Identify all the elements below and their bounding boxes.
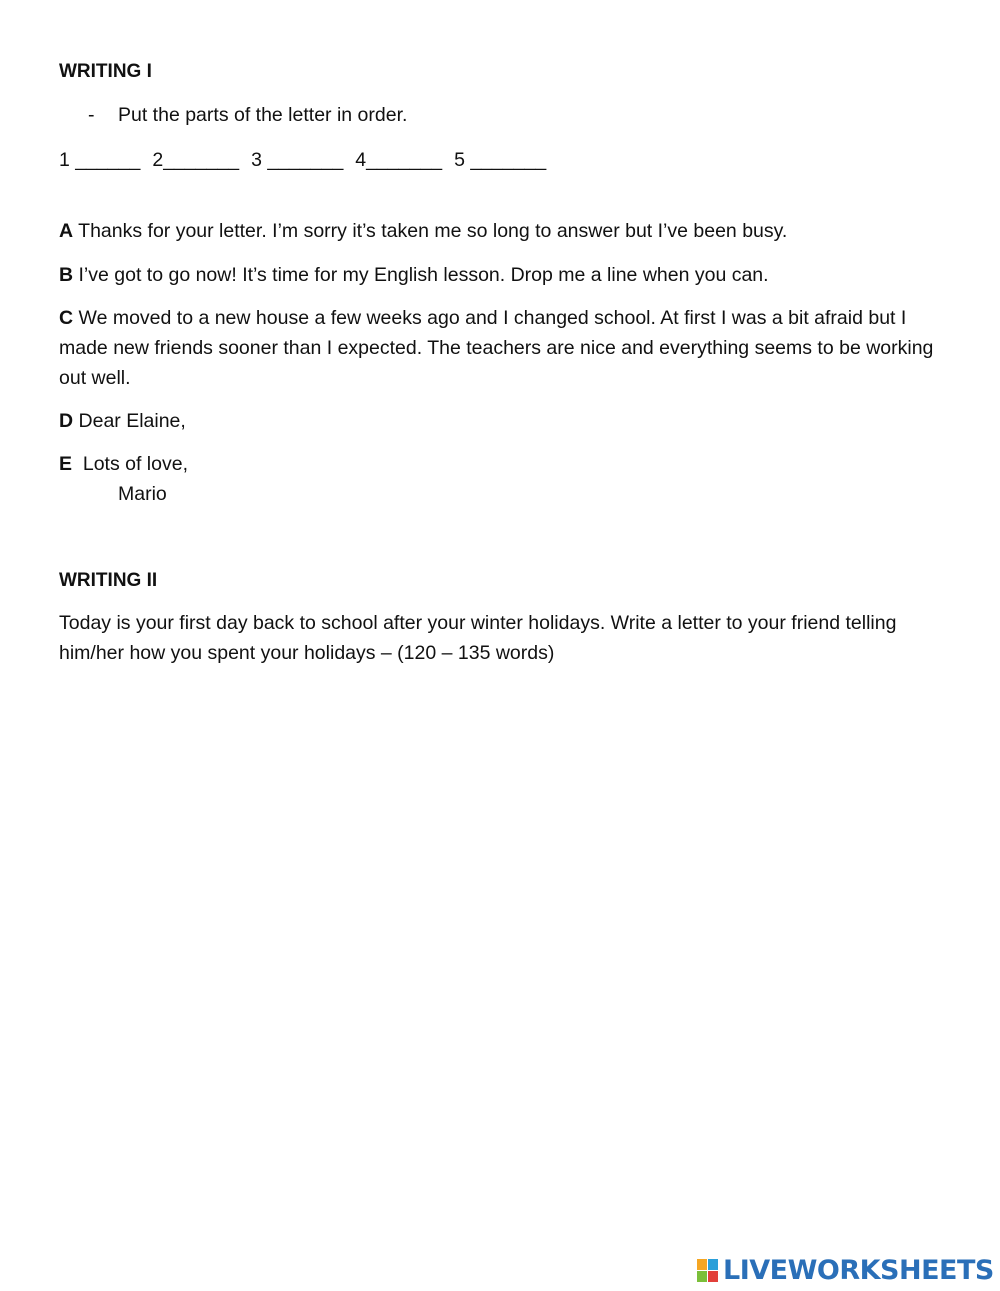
answer-blank-2[interactable]: 2_______ xyxy=(152,149,240,171)
answer-blanks xyxy=(59,145,546,175)
part-text: Lots of love, xyxy=(72,453,188,475)
liveworksheets-logo-icon xyxy=(697,1259,719,1283)
part-letter: E xyxy=(59,453,73,475)
answer-blank-4[interactable]: 4_______ xyxy=(355,149,443,171)
writing-1-heading: WRITING I xyxy=(59,61,152,82)
signature: Mario xyxy=(118,483,167,505)
letter-part-c xyxy=(59,303,939,393)
instruction-text: Put the parts of the letter in order. xyxy=(118,104,408,126)
answer-blank-3[interactable]: 3 _______ xyxy=(251,149,344,171)
part-text: Dear Elaine, xyxy=(73,410,186,432)
answer-blank-5[interactable]: 5 _______ xyxy=(454,149,547,171)
letter-part-e xyxy=(59,449,949,479)
liveworksheets-logo-text: LIVEWORKSHEETS xyxy=(723,1255,994,1286)
letter-part-a xyxy=(59,216,949,246)
part-letter: C xyxy=(59,307,74,329)
answer-blank-1[interactable]: 1 ______ xyxy=(59,149,141,171)
writing-2-heading: WRITING II xyxy=(59,570,158,591)
part-text: I’ve got to go now! It’s time for my English lesson. Drop me a line when you can. xyxy=(73,264,769,286)
liveworksheets-logo[interactable] xyxy=(697,1254,994,1288)
part-text: Thanks for your letter. I’m sorry it’s taken me so long to answer but I’ve been busy. xyxy=(73,220,788,242)
part-text: We moved to a new house a few weeks ago and I changed school. At first I was a bit afraid but I made new friends sooner than I expected. The teachers are nice and everything seems to be working out well. xyxy=(59,307,934,389)
part-letter: A xyxy=(59,220,74,242)
letter-part-d xyxy=(59,406,949,436)
instruction-bullet: - xyxy=(88,104,95,126)
letter-part-b xyxy=(59,260,949,290)
part-letter: B xyxy=(59,264,74,286)
writing-2-task: Today is your first day back to school after your winter holidays. Write a letter to your friend telling him/her how you spent your holidays – (120 – 135 words) xyxy=(59,612,897,664)
part-letter: D xyxy=(59,410,74,432)
